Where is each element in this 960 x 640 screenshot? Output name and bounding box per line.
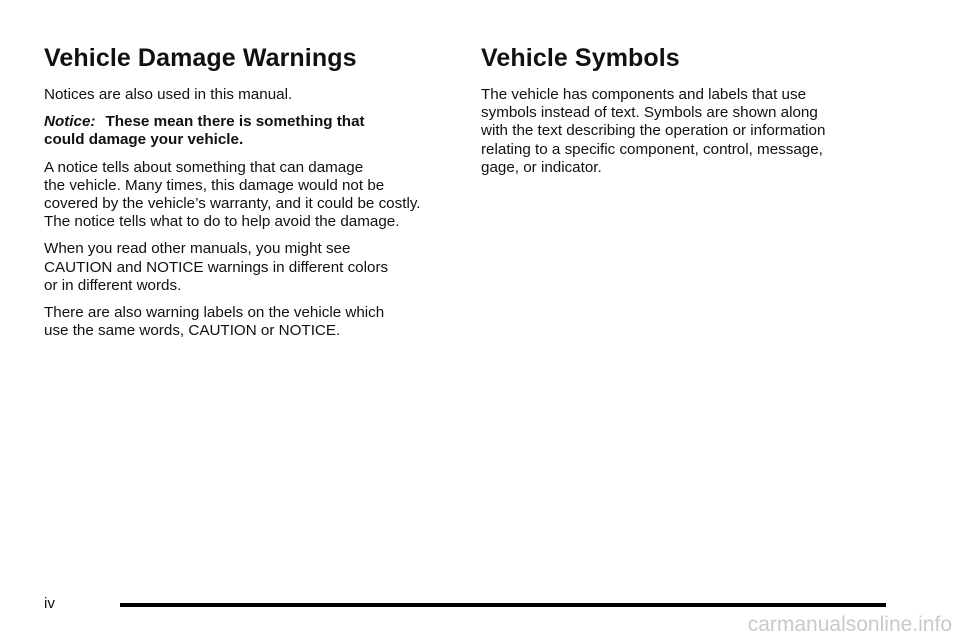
symbols-paragraph: The vehicle has components and labels that use symbols instead of text. Symbols are shown along with the text describing the operation or information relating to a specific component, control, message, gage, or indicator. [481,86,826,176]
right-column [481,42,911,186]
notice-label: Notice: [44,113,96,131]
footer-rule [120,603,886,607]
section-heading-vehicle-symbols: Vehicle Symbols [481,44,680,72]
warning-labels-paragraph: There are also warning labels on the vehicle which use the same words, CAUTION or NOTICE. [44,304,385,340]
section-heading-vehicle-damage-warnings: Vehicle Damage Warnings [44,44,357,72]
watermark: carmanualsonline.info [747,613,952,636]
notice-explanation-paragraph: A notice tells about something that can damage the vehicle. Many times, this damage would not be covered by the vehicle’s warranty, and it could be costly. The notice tells what to do to help avoid the damage. [44,158,421,231]
notice-block [44,113,454,149]
page-number: iv [44,595,55,612]
notice-text: These mean there is something that could damage your vehicle. [44,113,365,149]
intro-paragraph: Notices are also used in this manual. [44,86,293,103]
left-column [44,42,454,349]
other-manuals-paragraph: When you read other manuals, you might see CAUTION and NOTICE warnings in different colors or in different words. [44,240,389,294]
